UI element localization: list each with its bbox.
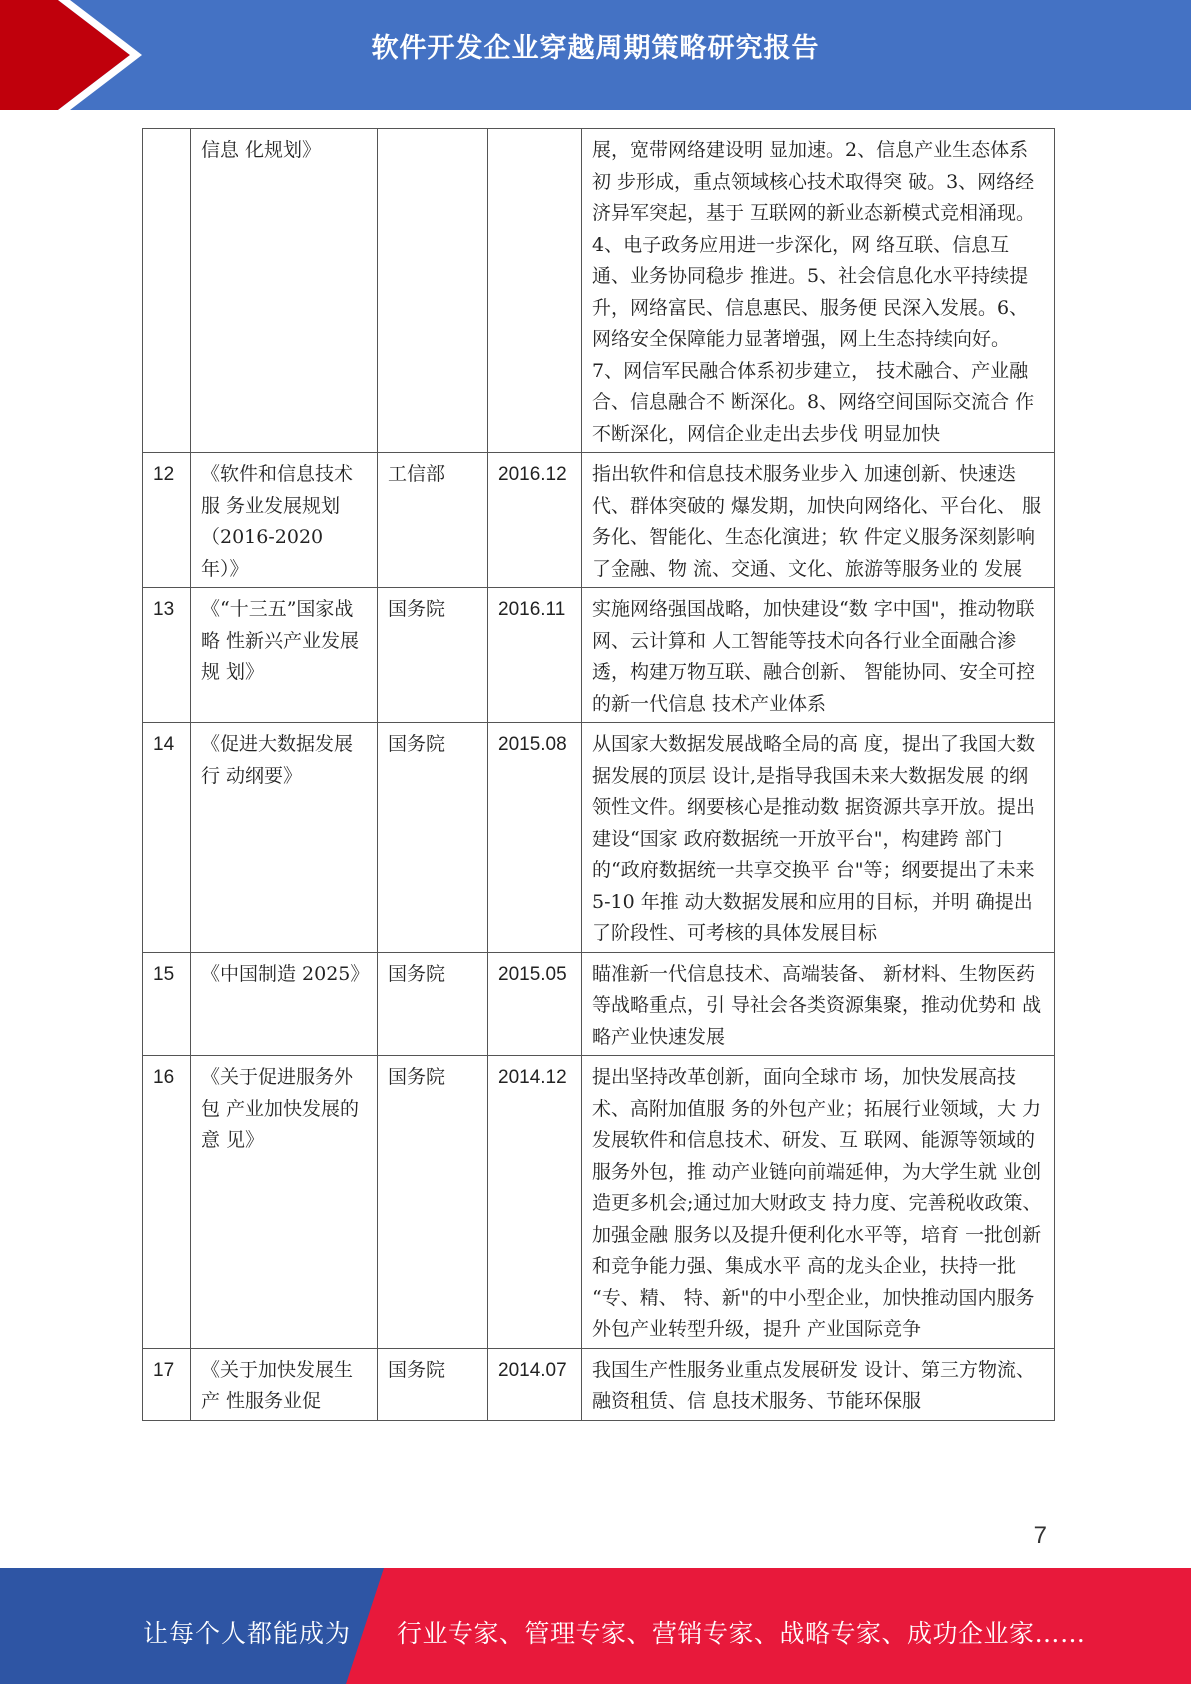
row-number: 12 [143,453,191,588]
row-number: 17 [143,1348,191,1420]
row-number: 14 [143,723,191,953]
row-number: 16 [143,1056,191,1349]
policy-issuer: 国务院 [378,1056,488,1349]
policy-content: 实施网络强国战略，加快建设“数 字中国"，推动物联网、云计算和 人工智能等技术向各行业全面融合渗透，构建万物互联、融合创新、 智能协同、安全可控的新一代信息 技术产业体系 [582,588,1055,723]
report-title: 软件开发企业穿越周期策略研究报告 [371,33,820,64]
policy-date: 2014.12 [488,1056,582,1349]
policy-title: 信息 化规划》 [191,129,378,453]
policy-date: 2015.05 [488,952,582,1056]
policy-content: 展，宽带网络建设明 显加速。2、信息产业生态体系初 步形成，重点领域核心技术取得突 破。3、网络经济异军突起，基于 互联网的新业态新模式竞相涌现。 4、电子政务应用进一步深化，网 络互联、信息互通、业务协同稳步 推进。5、社会信息化水平持续提 升，网络富民、信息惠民、服务便 民深入发展。6、网络安全保障能力显著增强，网上生态持续向好。 7、网信军民融合体系初步建立， 技术融合、产业融合、信息融合不 断深化。8、网络空间国际交流合 作不断深化，网信企业走出去步伐 明显加快 [582,129,1055,453]
policy-issuer: 工信部 [378,453,488,588]
table-row [143,129,1055,453]
table-row [143,1056,1055,1349]
policy-content: 瞄准新一代信息技术、高端装备、 新材料、生物医药等战略重点，引 导社会各类资源集聚，推动优势和 战略产业快速发展 [582,952,1055,1056]
row-number [143,129,191,453]
policy-content: 我国生产性服务业重点发展研发 设计、第三方物流、融资租赁、信 息技术服务、节能环保服 [582,1348,1055,1420]
row-number: 15 [143,952,191,1056]
policy-date [488,129,582,453]
footer-slogan-roles: 行业专家、管理专家、营销专家、战略专家、成功企业家…… [397,1619,1086,1648]
row-number: 13 [143,588,191,723]
policy-title: 《关于加快发展生产 性服务业促 [191,1348,378,1420]
policy-issuer: 国务院 [378,588,488,723]
policy-date: 2016.12 [488,453,582,588]
table-row [143,1348,1055,1420]
page-header [0,0,1191,110]
policy-issuer [378,129,488,453]
policy-title: 《中国制造 2025》 [191,952,378,1056]
policy-issuer: 国务院 [378,723,488,953]
policy-date: 2014.07 [488,1348,582,1420]
table-row [143,952,1055,1056]
policy-title: 《关于促进服务外包 产业加快发展的意 见》 [191,1056,378,1349]
footer-slogan-lead: 让每个人都能成为 [143,1619,352,1648]
policy-date: 2015.08 [488,723,582,953]
policy-issuer: 国务院 [378,1348,488,1420]
policy-content: 从国家大数据发展战略全局的高 度，提出了我国大数据发展的顶层 设计,是指导我国未来大数据发展 的纲领性文件。纲要核心是推动数 据资源共享开放。提出建设“国家 政府数据统一开放平台"，构建跨 部门的“政府数据统一共享交换平 台"等；纲要提出了未来 5-10 年推 动大数据发展和应用的目标，并明 确提出了阶段性、可考核的具体发展目标 [582,723,1055,953]
table-row [143,588,1055,723]
policy-content: 指出软件和信息技术服务业步入 加速创新、快速迭代、群体突破的 爆发期，加快向网络化、平台化、 服务化、智能化、生态化演进；软 件定义服务深刻影响了金融、物 流、交通、文化、旅游等服务业的 发展 [582,453,1055,588]
policy-title: 《软件和信息技术服 务业发展规划（2016-2020 年）》 [191,453,378,588]
policy-date: 2016.11 [488,588,582,723]
table-row [143,453,1055,588]
policy-content: 提出坚持改革创新，面向全球市 场，加快发展高技术、高附加值服 务的外包产业；拓展行业领域，大 力发展软件和信息技术、研发、互 联网、能源等领域的服务外包，推 动产业链向前端延伸，为大学生就 业创造更多机会;通过加大财政支 持力度、完善税收政策、加强金融 服务以及提升便利化水平等，培育 一批创新和竞争能力强、集成水平 高的龙头企业，扶持一批 “专、精、 特、新"的中小型企业，加快推动国内服务外包产业转型升级，提升 产业国际竞争 [582,1056,1055,1349]
page-footer [0,1568,1191,1684]
policy-issuer: 国务院 [378,952,488,1056]
policy-table [142,128,1055,1421]
policy-title: 《促进大数据发展行 动纲要》 [191,723,378,953]
policy-title: 《“十三五”国家战略 性新兴产业发展规 划》 [191,588,378,723]
page-number: 7 [1033,1522,1047,1549]
table-row [143,723,1055,953]
